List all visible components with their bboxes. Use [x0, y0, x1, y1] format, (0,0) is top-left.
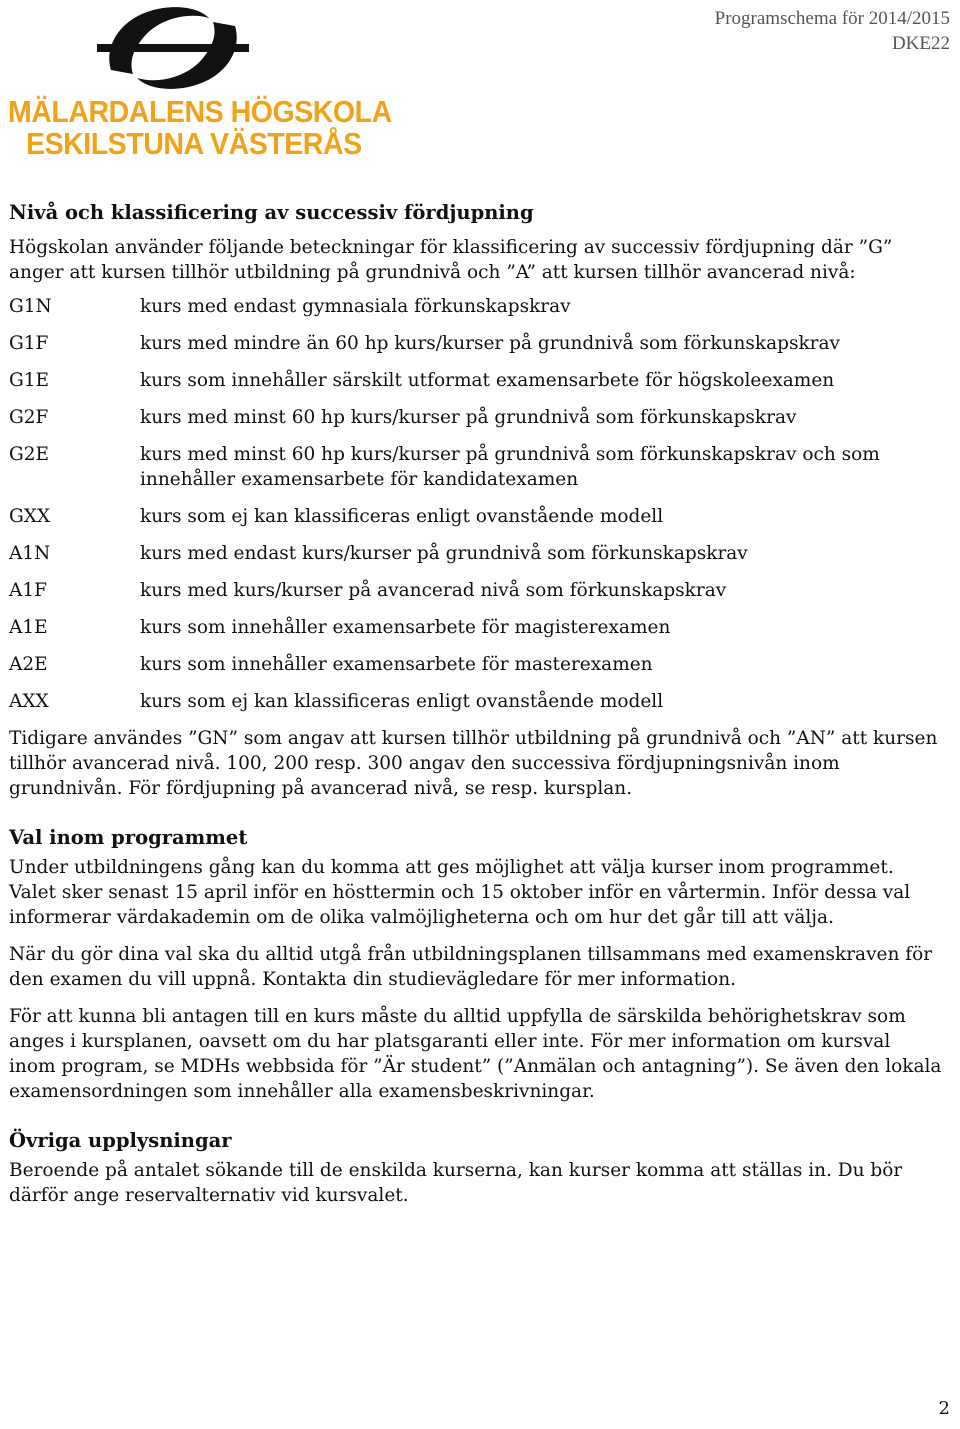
level-code: GXX: [9, 506, 51, 527]
document-body: [9, 200, 942, 1208]
level-row: [9, 331, 942, 356]
level-code: A1F: [9, 580, 47, 601]
paragraph: Under utbildningens gång kan du komma att ges möjlighet att välja kurser inom programmet. Valet sker senast 15 april inför en hösttermin och 15 oktober inför en vårtermin. Inför dessa val informerar värdakademin om de olika valmöjligheterna och om hur det går till att välja.: [9, 857, 911, 928]
page-number: 2: [938, 1398, 950, 1419]
logo-mark-icon: [93, 4, 253, 92]
logo-text-line1: MÄLARDALENS HÖGSKOLA: [8, 94, 392, 129]
level-row: [9, 615, 942, 640]
levels-intro: Högskolan använder följande beteckningar för klassificering av successiv fördjupning där ”G” anger att kursen tillhör utbildning på grundnivå och ”A” att kursen tillhör avancerad nivå:: [9, 237, 893, 283]
level-description: kurs med kurs/kurser på avancerad nivå som förkunskapskrav: [140, 580, 727, 601]
university-logo: [8, 4, 392, 164]
level-description: kurs med endast gymnasiala förkunskapskrav: [140, 296, 571, 317]
paragraph: Beroende på antalet sökande till de enskilda kurserna, kan kurser komma att ställas in. Du bör därför ange reservalternativ vid kursvalet.: [9, 1160, 903, 1206]
level-code: AXX: [9, 691, 49, 712]
level-row: [9, 405, 942, 430]
level-row: [9, 504, 942, 529]
page-header: [715, 6, 950, 56]
level-description: kurs med minst 60 hp kurs/kurser på grundnivå som förkunskapskrav: [140, 407, 797, 428]
level-description: kurs som innehåller särskilt utformat examensarbete för högskoleexamen: [140, 370, 835, 391]
level-row: [9, 442, 942, 492]
level-row: [9, 541, 942, 566]
section-program-choices: [9, 825, 942, 1104]
paragraph: För att kunna bli antagen till en kurs måste du alltid uppfylla de särskilda behörighetskrav som anges i kursplanen, oavsett om du har platsgaranti eller inte. För mer information om kursval inom program, se MDHs webbsida för ”Är student” (”Anmälan och antagning”). Se även den lokala examensordningen som innehåller alla examensbeskrivningar.: [9, 1006, 942, 1102]
level-description: kurs med endast kurs/kurser på grundnivå som förkunskapskrav: [140, 543, 748, 564]
level-code: G1F: [9, 333, 49, 354]
level-description: kurs med minst 60 hp kurs/kurser på grundnivå som förkunskapskrav och som innehåller examensarbete för kandidatexamen: [140, 444, 880, 490]
level-row: [9, 578, 942, 603]
level-row: [9, 652, 942, 677]
level-description: kurs som ej kan klassificeras enligt ovanstående modell: [140, 691, 664, 712]
level-code: G1N: [9, 296, 52, 317]
logo-text-line2: ESKILSTUNA VÄSTERÅS: [26, 126, 362, 161]
section-other-info: [9, 1128, 942, 1208]
level-description: kurs som innehåller examensarbete för masterexamen: [140, 654, 653, 675]
level-description: kurs som innehåller examensarbete för magisterexamen: [140, 617, 671, 638]
section-title-levels: Nivå och klassificering av successiv fördjupning: [9, 201, 534, 224]
level-row: [9, 368, 942, 393]
level-row: [9, 689, 942, 714]
level-code: A1E: [9, 617, 48, 638]
level-code: G2E: [9, 444, 50, 465]
program-code: DKE22: [891, 33, 950, 54]
program-schedule-label: Programschema för 2014/2015: [714, 8, 950, 29]
section-title-program-choices: Val inom programmet: [9, 826, 248, 849]
level-code: A1N: [9, 543, 51, 564]
section-levels: [9, 200, 942, 801]
paragraph: När du gör dina val ska du alltid utgå från utbildningsplanen tillsammans med examenskraven för den examen du vill uppnå. Kontakta din studievägledare för mer information.: [9, 944, 933, 990]
levels-list: [9, 294, 942, 714]
levels-outro: Tidigare användes ”GN” som angav att kursen tillhör utbildning på grundnivå och ”AN” att kursen tillhör avancerad nivå. 100, 200 resp. 300 angav den successiva fördjupningsnivån inom grundnivån. För fördjupning på avancerad nivå, se resp. kursplan.: [9, 728, 938, 799]
level-code: G1E: [9, 370, 50, 391]
level-code: G2F: [9, 407, 49, 428]
level-row: [9, 294, 942, 319]
section-title-other-info: Övriga upplysningar: [9, 1129, 232, 1152]
level-code: A2E: [9, 654, 48, 675]
level-description: kurs med mindre än 60 hp kurs/kurser på grundnivå som förkunskapskrav: [140, 333, 840, 354]
level-description: kurs som ej kan klassificeras enligt ovanstående modell: [140, 506, 664, 527]
